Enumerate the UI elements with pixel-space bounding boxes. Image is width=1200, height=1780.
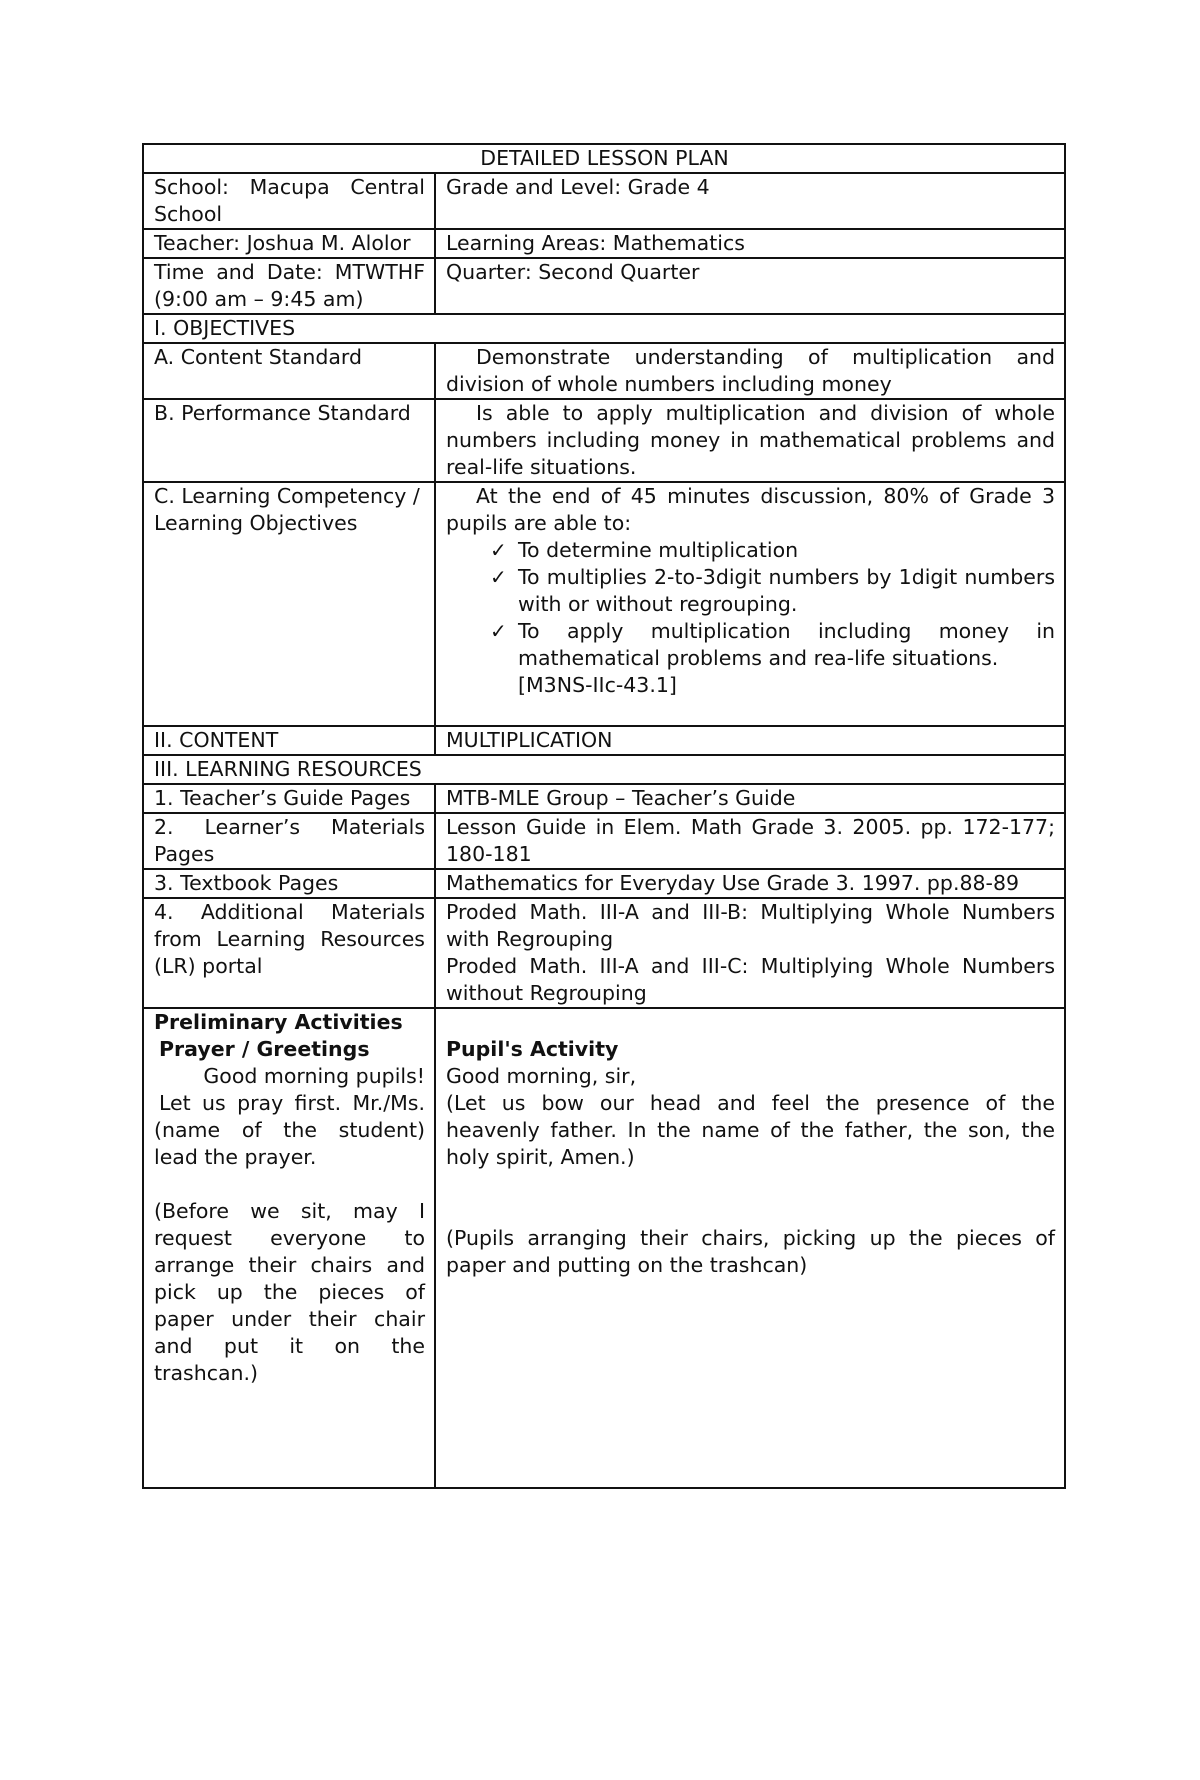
teachers-guide-value: MTB-MLE Group – Teacher’s Guide [435, 784, 1065, 813]
competency-intro: At the end of 45 minutes discussion, 80% of Grade 3 pupils are able to: [446, 484, 1056, 535]
content-standard-row [143, 343, 1065, 399]
time-row [143, 258, 1065, 314]
teachers-guide-row [143, 784, 1065, 813]
competency-label: C. Learning Competency / Learning Objectives [143, 482, 435, 726]
teacher-activity-cell [143, 1008, 435, 1488]
resources-heading-row [143, 755, 1065, 784]
activities-row [143, 1008, 1065, 1488]
learners-materials-row [143, 813, 1065, 869]
learners-materials-label: 2. Learner’s Materials Pages [143, 813, 435, 869]
teacher-row [143, 229, 1065, 258]
content-label: II. CONTENT [143, 726, 435, 755]
teacher-prayer: Let us pray first. Mr./Ms. (name of the student) lead the prayer. [154, 1091, 425, 1169]
content-standard-text: Demonstrate understanding of multiplication and division of whole numbers including money [435, 343, 1065, 399]
additional-materials-label: 4. Additional Materials from Learning Resources (LR) portal [143, 898, 435, 1008]
content-row [143, 726, 1065, 755]
title-row [143, 144, 1065, 173]
pupil-greeting: Good morning, sir, [446, 1064, 637, 1088]
learning-areas-cell: Learning Areas: Mathematics [435, 229, 1065, 258]
time-date-cell: Time and Date: MTWTHF (9:00 am – 9:45 am) [143, 258, 435, 314]
quarter-cell: Quarter: Second Quarter [435, 258, 1065, 314]
prayer-heading: Prayer / Greetings [159, 1037, 370, 1061]
textbook-label: 3. Textbook Pages [143, 869, 435, 898]
competency-code: [M3NS-IIc-43.1] [518, 673, 677, 697]
competency-item [446, 537, 1055, 564]
preliminary-heading: Preliminary Activities [154, 1010, 403, 1034]
competency-item [446, 564, 1055, 618]
content-value: MULTIPLICATION [435, 726, 1065, 755]
competency-item-text: To determine multiplication [518, 538, 799, 562]
school-cell: School: Macupa Central School [143, 173, 435, 229]
performance-standard-label: B. Performance Standard [143, 399, 435, 482]
checkmark-icon: ✓ [490, 619, 507, 643]
additional-materials-row [143, 898, 1065, 1008]
competency-item-text: To multiplies 2-to-3digit numbers by 1digit numbers with or without regrouping. [518, 565, 1056, 616]
checkmark-icon: ✓ [490, 565, 507, 589]
lesson-plan-title: DETAILED LESSON PLAN [143, 144, 1065, 173]
pupil-prayer: (Let us bow our head and feel the presence of the heavenly father. In the name of the father, the son, the holy spirit, Amen.) [446, 1091, 1056, 1169]
school-row [143, 173, 1065, 229]
teacher-greeting: Good morning pupils! [203, 1064, 425, 1088]
teacher-arrange: (Before we sit, may I request everyone to arrange their chairs and pick up the pieces of paper under their chair and put it on the trashcan.) [154, 1199, 425, 1385]
pupil-activity-heading: Pupil's Activity [446, 1037, 619, 1061]
performance-standard-text: Is able to apply multiplication and division of whole numbers including money in mathematical problems and real-life situations. [435, 399, 1065, 482]
competency-row [143, 482, 1065, 726]
teachers-guide-label: 1. Teacher’s Guide Pages [143, 784, 435, 813]
teacher-cell: Teacher: Joshua M. Alolor [143, 229, 435, 258]
pupil-arrange: (Pupils arranging their chairs, picking up the pieces of paper and putting on the trashcan) [446, 1226, 1056, 1277]
textbook-row [143, 869, 1065, 898]
resources-heading: III. LEARNING RESOURCES [143, 755, 1065, 784]
competency-item-text: To apply multiplication including money in mathematical problems and rea-life situations. [518, 619, 1056, 670]
checkmark-icon: ✓ [490, 538, 507, 562]
competency-item [446, 618, 1055, 672]
additional-materials-cell [435, 898, 1065, 1008]
additional-material-item: Proded Math. III-A and III-B: Multiplying Whole Numbers with Regrouping [446, 900, 1056, 951]
learners-materials-value: Lesson Guide in Elem. Math Grade 3. 2005. pp. 172-177; 180-181 [435, 813, 1065, 869]
objectives-heading: I. OBJECTIVES [143, 314, 1065, 343]
objectives-heading-row [143, 314, 1065, 343]
content-standard-label: A. Content Standard [143, 343, 435, 399]
competency-cell [435, 482, 1065, 726]
lesson-plan-table [142, 143, 1066, 1489]
additional-material-item: Proded Math. III-A and III-C: Multiplying Whole Numbers without Regrouping [446, 954, 1056, 1005]
grade-cell: Grade and Level: Grade 4 [435, 173, 1065, 229]
pupil-activity-cell [435, 1008, 1065, 1488]
performance-standard-row [143, 399, 1065, 482]
textbook-value: Mathematics for Everyday Use Grade 3. 1997. pp.88-89 [435, 869, 1065, 898]
